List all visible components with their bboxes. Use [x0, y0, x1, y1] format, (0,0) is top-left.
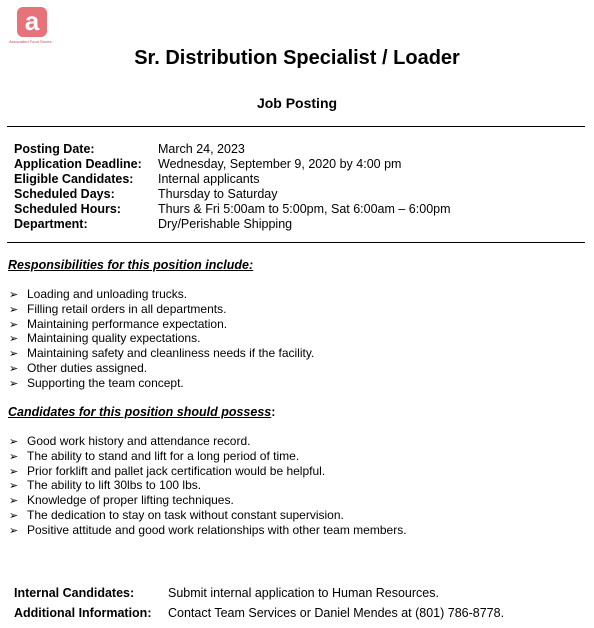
company-logo	[9, 7, 61, 49]
info-row-application-deadline	[14, 157, 451, 172]
list-item	[9, 376, 314, 391]
arrow-bullet-icon: ➢	[9, 480, 19, 493]
logo-mark: a	[17, 7, 47, 37]
arrow-bullet-icon: ➢	[9, 377, 19, 390]
footer-label: Internal Candidates:	[14, 586, 135, 600]
contact-info	[14, 585, 504, 624]
list-item-text: The ability to stand and lift for a long period of time.	[27, 448, 300, 463]
list-item	[9, 508, 407, 523]
list-item	[9, 449, 407, 464]
arrow-bullet-icon: ➢	[9, 524, 19, 537]
responsibilities-heading	[8, 258, 253, 272]
list-item-text: Maintaining quality expectations.	[27, 331, 201, 346]
arrow-bullet-icon: ➢	[9, 450, 19, 463]
info-row-department	[14, 217, 451, 232]
info-row-posting-date	[14, 142, 451, 157]
info-value: Dry/Perishable Shipping	[158, 217, 293, 231]
info-label: Department:	[14, 217, 88, 231]
info-divider	[7, 242, 585, 243]
info-label: Scheduled Hours:	[14, 202, 121, 216]
info-label: Eligible Candidates:	[14, 172, 134, 186]
list-item	[9, 434, 407, 449]
list-item	[9, 361, 314, 376]
list-item	[9, 317, 314, 332]
page-subtitle: Job Posting	[256, 95, 338, 111]
list-item-text: Positive attitude and good work relationships with other team members.	[27, 522, 407, 537]
footer-row-additional-information	[14, 605, 504, 625]
list-item	[9, 464, 407, 479]
list-item-text: Prior forklift and pallet jack certification would be helpful.	[27, 463, 326, 478]
qualifications-heading-text: Candidates for this position should possess	[8, 405, 272, 419]
info-value: Internal applicants	[158, 172, 260, 186]
list-item-text: Good work history and attendance record.	[27, 434, 251, 448]
list-item	[9, 523, 407, 538]
arrow-bullet-icon: ➢	[9, 362, 19, 375]
list-item	[9, 493, 407, 508]
list-item	[9, 346, 314, 361]
info-value: Wednesday, September 9, 2020 by 4:00 pm	[158, 157, 402, 171]
list-item-text: Loading and unloading trucks.	[27, 287, 188, 301]
list-item	[9, 287, 314, 302]
page-title: Sr. Distribution Specialist / Loader	[134, 47, 460, 69]
footer-value: Contact Team Services or Daniel Mendes at (801) 786-8778.	[168, 605, 505, 620]
arrow-bullet-icon: ➢	[9, 348, 19, 361]
info-value: Thursday to Saturday	[158, 187, 278, 201]
info-row-scheduled-days	[14, 187, 451, 202]
arrow-bullet-icon: ➢	[9, 509, 19, 522]
arrow-bullet-icon: ➢	[9, 495, 19, 508]
arrow-bullet-icon: ➢	[9, 436, 19, 448]
info-row-eligible-candidates	[14, 172, 451, 187]
arrow-bullet-icon: ➢	[9, 289, 19, 301]
list-item	[9, 331, 314, 346]
info-value: March 24, 2023	[158, 142, 245, 156]
arrow-bullet-icon: ➢	[9, 465, 19, 478]
list-item	[9, 302, 314, 317]
list-item-text: Other duties assigned.	[27, 360, 148, 375]
qualifications-list	[9, 434, 407, 538]
qualifications-heading-colon: :	[271, 405, 276, 419]
list-item	[9, 478, 407, 493]
arrow-bullet-icon: ➢	[9, 303, 19, 316]
arrow-bullet-icon: ➢	[9, 333, 19, 346]
list-item-text: Filling retail orders in all departments.	[27, 301, 227, 316]
list-item-text: The ability to lift 30lbs to 100 lbs.	[27, 478, 202, 493]
info-value: Thurs & Fri 5:00am to 5:00pm, Sat 6:00am – 6:00pm	[158, 202, 451, 216]
footer-label: Additional Information:	[14, 605, 152, 620]
footer-row-internal-candidates	[14, 585, 504, 605]
list-item-text: The dedication to stay on task without constant supervision.	[27, 507, 344, 522]
arrow-bullet-icon: ➢	[9, 318, 19, 331]
responsibilities-heading-text: Responsibilities for this position include:	[8, 258, 254, 272]
info-label: Posting Date:	[14, 142, 95, 156]
list-item-text: Knowledge of proper lifting techniques.	[27, 493, 234, 508]
list-item-text: Maintaining safety and cleanliness needs if the facility.	[27, 346, 315, 361]
logo-text: Associated Food Stores	[9, 39, 52, 44]
info-row-scheduled-hours	[14, 202, 451, 217]
top-divider	[7, 126, 585, 127]
list-item-text: Supporting the team concept.	[27, 375, 184, 390]
info-label: Application Deadline:	[14, 157, 142, 171]
footer-value: Submit internal application to Human Resources.	[168, 586, 439, 600]
qualifications-heading	[8, 405, 275, 419]
responsibilities-list	[9, 287, 314, 391]
info-label: Scheduled Days:	[14, 187, 115, 201]
list-item-text: Maintaining performance expectation.	[27, 316, 228, 331]
posting-info	[14, 142, 451, 232]
